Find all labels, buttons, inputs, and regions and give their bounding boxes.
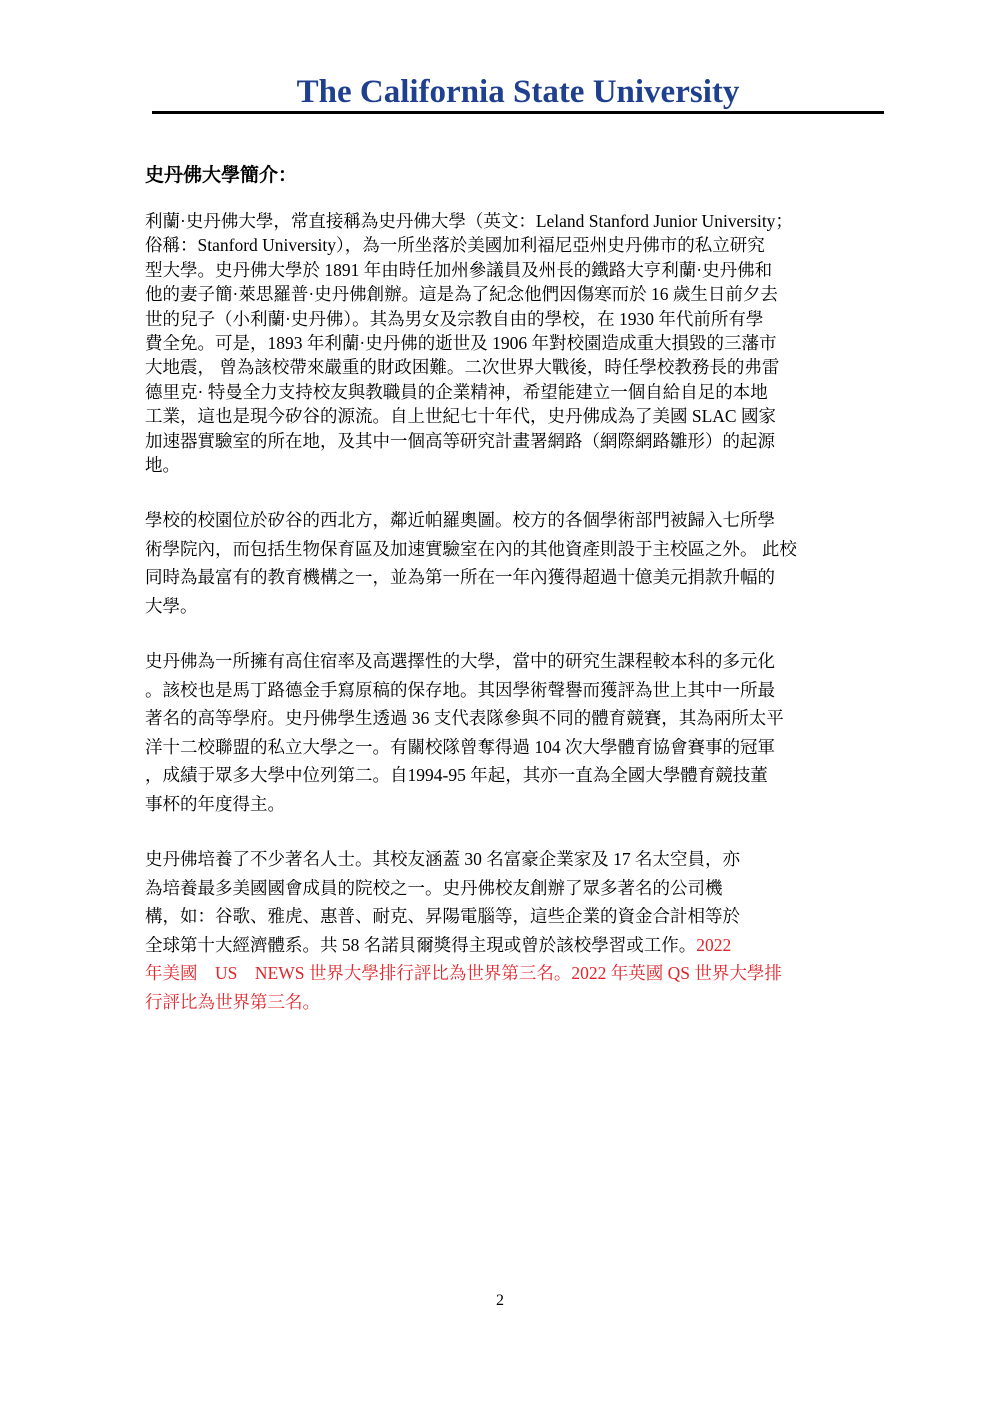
paragraph-athletics [145, 647, 875, 819]
paragraph-alumni [145, 845, 845, 1017]
paragraph-line: 型大學。史丹佛大學於 1891 年由時任加州參議員及州長的鐵路大亨利蘭·史丹佛和 [145, 259, 773, 280]
paragraph-line: 史丹佛為一所擁有高住宿率及高選擇性的大學，當中的研究生課程較本科的多元化 [145, 651, 775, 671]
section-heading: 史丹佛大學簡介： [145, 164, 298, 186]
page-header-title: The California State University [296, 74, 740, 110]
paragraph-line: 工業，這也是現今矽谷的源流。自上世紀七十年代，史丹佛成為了美國 SLAC 國家 [145, 406, 776, 427]
paragraph-line: 俗稱：Stanford University），為一所坐落於美國加利福尼亞州史丹佛市的私立研究 [145, 235, 765, 256]
ranking-highlight: 年美國 US NEWS 世界大學排行評比為世界第三名。2022 年英國 QS 世界大學排 [145, 963, 782, 984]
paragraph-line: 費全免。可是，1893 年利蘭·史丹佛的逝世及 1906 年對校園造成重大損毀的三藩市 [145, 333, 777, 354]
paragraph-text: 全球第十大經濟體系。共 58 名諾貝爾獎得主現或曾於該校學習或工作。 [145, 934, 697, 955]
paragraph-line: 地。 [145, 455, 180, 476]
paragraph-line: 構，如：谷歌、雅虎、惠普、耐克、昇陽電腦等，這些企業的資金合計相等於 [145, 906, 740, 927]
paragraph-line: 事杯的年度得主。 [145, 793, 285, 814]
paragraph-line: 。該校也是馬丁路德金手寫原稿的保存地。其因學術聲譽而獲評為世上其中一所最 [145, 679, 775, 700]
paragraph-line: 大地震， 曾為該校帶來嚴重的財政困難。二次世界大戰後，時任學校教務長的弗雷 [145, 357, 780, 378]
paragraph-line: 德里克· 特曼全力支持校友與教職員的企業精神，希望能建立一個自給自足的本地 [145, 381, 768, 402]
paragraph-line: 學校的校園位於矽谷的西北方，鄰近帕羅奧圖。校方的各個學術部門被歸入七所學 [145, 510, 775, 530]
paragraph-intro [145, 209, 877, 477]
paragraph-line: 著名的高等學府。史丹佛學生透過 36 支代表隊參與不同的體育競賽，其為兩所太平 [145, 708, 784, 729]
paragraph-line: 同時為最富有的教育機構之一，並為第一所在一年內獲得超過十億美元捐款升幅的 [145, 567, 775, 588]
paragraph-line: 他的妻子簡·萊思羅普·史丹佛創辦。這是為了紀念他們因傷寒而於 16 歲生日前夕去 [145, 284, 778, 305]
paragraph-line: 世的兒子（小利蘭·史丹佛）。其為男女及宗教自由的學校，在 1930 年代前所有學 [145, 308, 764, 329]
page-number: 2 [496, 1292, 504, 1309]
header-underline [152, 111, 884, 114]
paragraph-line: 史丹佛培養了不少著名人士。其校友涵蓋 30 名富豪企業家及 17 名太空員，亦 [145, 849, 740, 869]
paragraph-line: 術學院內，而包括生物保育區及加速實驗室在內的其他資產則設于主校區之外。 此校 [145, 538, 797, 559]
paragraph-line: 大學。 [145, 595, 198, 616]
paragraph-line: ，成績于眾多大學中位列第二。自1994-95 年起，其亦一直為全國大學體育競技董 [145, 765, 768, 786]
ranking-highlight: 2022 [696, 934, 732, 955]
paragraph-line: 為培養最多美國國會成員的院校之一。史丹佛校友創辦了眾多著名的公司機 [145, 877, 723, 898]
paragraph-line: 加速器實驗室的所在地，及其中一個高等研究計畫署網路（網際網路雛形）的起源 [145, 430, 775, 451]
paragraph-line [145, 931, 845, 960]
paragraph-line: 利蘭·史丹佛大學，常直接稱為史丹佛大學（英文：Leland Stanford Junior University； [145, 211, 793, 231]
paragraph-campus [145, 506, 875, 620]
ranking-highlight: 行評比為世界第三名。 [145, 991, 320, 1012]
paragraph-line: 洋十二校聯盟的私立大學之一。有關校隊曾奪得過 104 次大學體育協會賽事的冠軍 [145, 736, 775, 757]
